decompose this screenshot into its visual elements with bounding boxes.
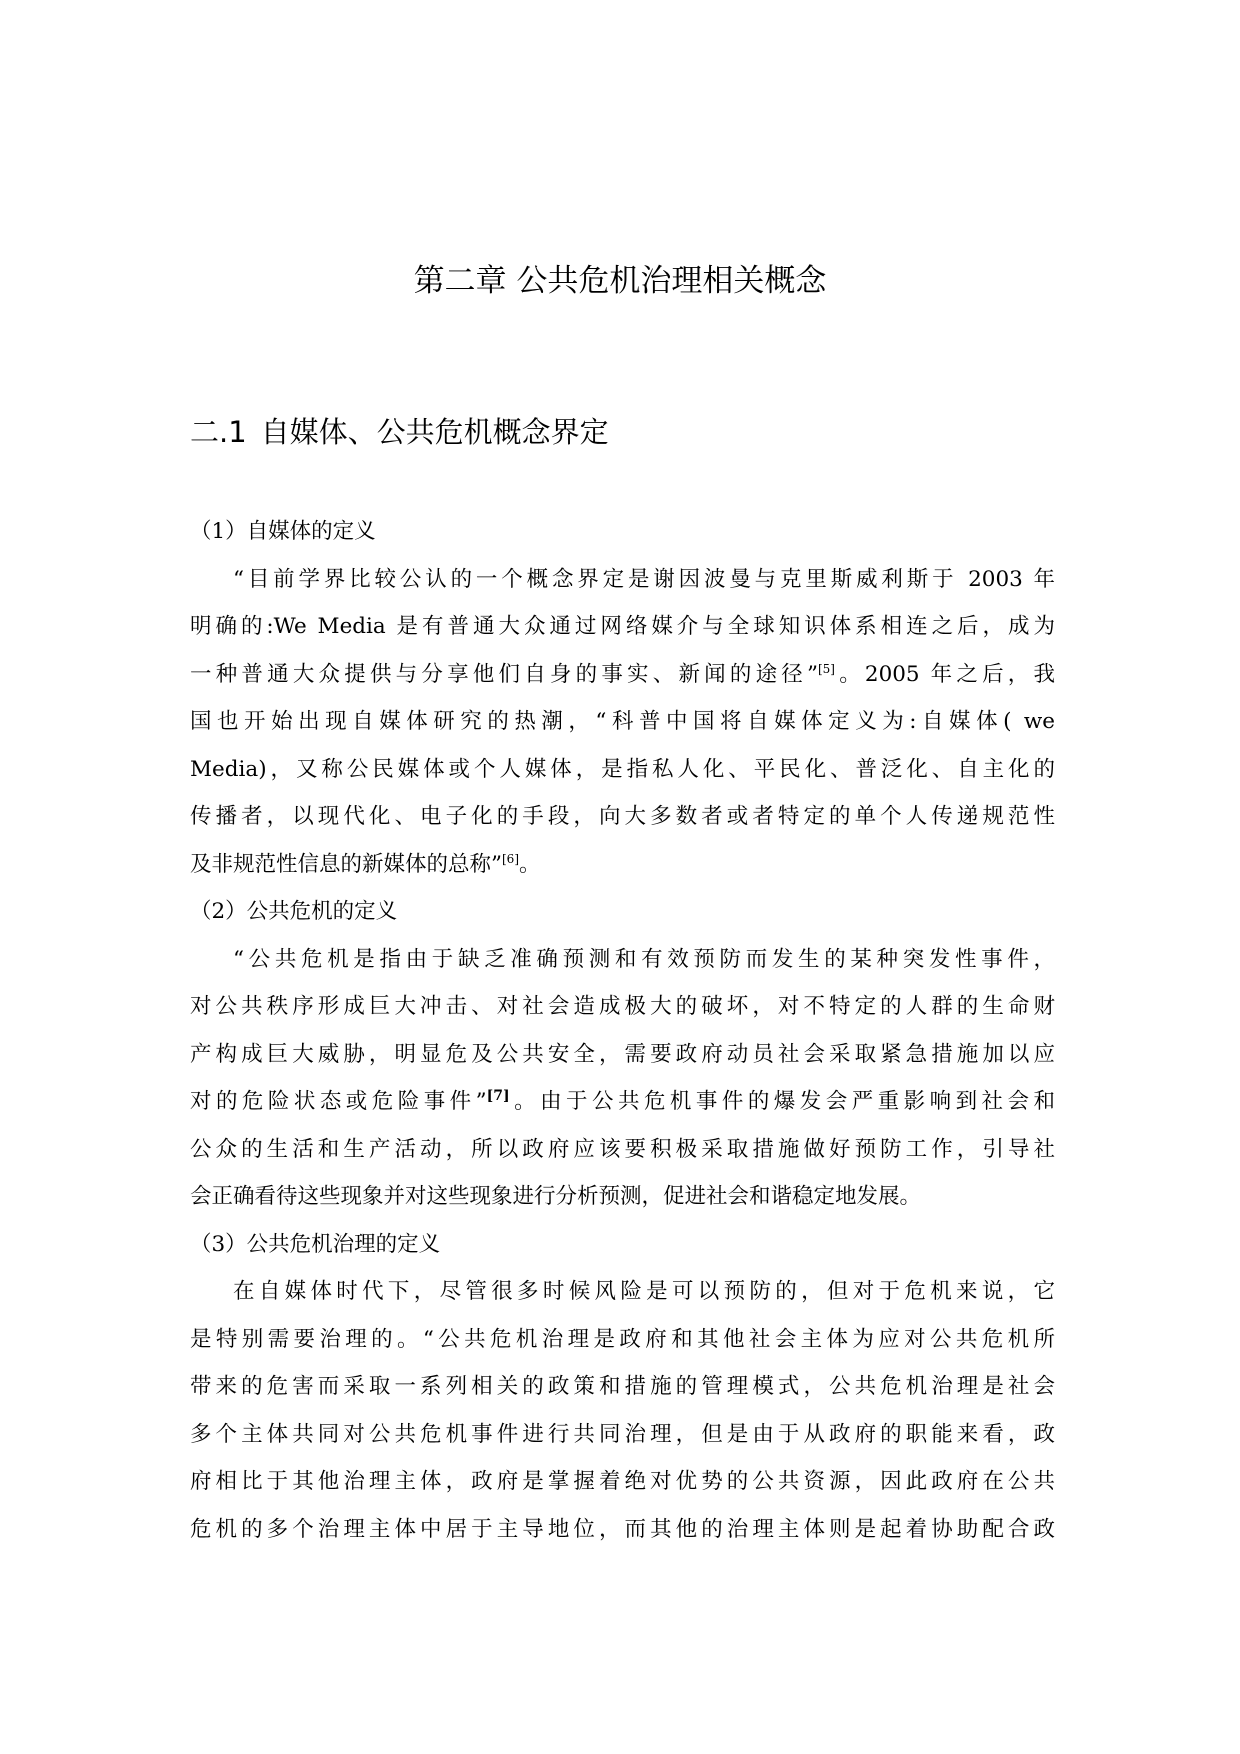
paragraph-we-media-definition bbox=[190, 556, 1055, 889]
citation[interactable]: [7] bbox=[486, 1088, 510, 1104]
subsection-heading: （2）公共危机的定义 bbox=[190, 899, 398, 924]
section-number: 二.1 bbox=[190, 415, 247, 449]
text-line: 传播者，以现代化、电子化的手段，向大多数者或者特定的单个人传递规范性 bbox=[190, 804, 1055, 829]
text-line: 会正确看待这些现象并对这些现象进行分析预测，促进社会和谐稳定地发展。 bbox=[190, 1184, 922, 1209]
text-line: 带来的危害而采取一系列相关的政策和措施的管理模式，公共危机治理是社会 bbox=[190, 1374, 1055, 1399]
subsection-heading: （3）公共危机治理的定义 bbox=[190, 1231, 441, 1257]
text-line: 及非规范性信息的新媒体的总称”[6]。 bbox=[190, 851, 541, 877]
section-title bbox=[190, 410, 609, 451]
paragraph-crisis-governance-definition bbox=[190, 1268, 1055, 1553]
text-line: 一种普通大众提供与分享他们自身的事实、新闻的途径”[5]。2005 年之后，我 bbox=[190, 661, 1055, 687]
text-line: 府相比于其他治理主体，政府是掌握着绝对优势的公共资源，因此政府在公共 bbox=[190, 1469, 1055, 1494]
chapter-title: 第二章 公共危机治理相关概念 bbox=[413, 263, 827, 299]
text-line: 明确的:We Media 是有普通大众通过网络媒介与全球知识体系相连之后，成为 bbox=[190, 614, 1055, 639]
text-line: 国也开始出现自媒体研究的热潮，“科普中国将自媒体定义为:自媒体( we bbox=[190, 709, 1055, 734]
text-line: 在自媒体时代下，尽管很多时候风险是可以预防的，但对于危机来说，它 bbox=[233, 1279, 1055, 1304]
subsection-heading: （1）自媒体的定义 bbox=[190, 519, 376, 544]
paragraph-public-crisis-definition bbox=[190, 936, 1055, 1221]
text-line: 是特别需要治理的。“公共危机治理是政府和其他社会主体为应对公共危机所 bbox=[190, 1326, 1055, 1352]
text-line: 产构成巨大威胁，明显危及公共安全，需要政府动员社会采取紧急措施加以应 bbox=[190, 1041, 1055, 1067]
text-line: 公众的生活和生产活动，所以政府应该要积极采取措施做好预防工作，引导社 bbox=[190, 1136, 1055, 1162]
text-line: 多个主体共同对公共危机事件进行共同治理，但是由于从政府的职能来看，政 bbox=[190, 1421, 1055, 1447]
citation[interactable]: [6] bbox=[502, 851, 519, 866]
text-line: 对公共秩序形成巨大冲击、对社会造成极大的破坏，对不特定的人群的生命财 bbox=[190, 994, 1055, 1019]
text-line: “公共危机是指由于缺乏准确预测和有效预防而发生的某种突发性事件， bbox=[233, 946, 1055, 972]
section-heading-text: 自媒体、公共危机概念界定 bbox=[260, 415, 609, 449]
citation[interactable]: [5] bbox=[817, 661, 835, 676]
text-line: Media)，又称公民媒体或个人媒体，是指私人化、平民化、普泛化、自主化的 bbox=[190, 756, 1055, 782]
text-line: “目前学界比较公认的一个概念界定是谢因波曼与克里斯威利斯于 2003 年 bbox=[233, 566, 1055, 592]
text-line: 对的危险状态或危险事件”[7]。由于公共危机事件的爆发会严重影响到社会和 bbox=[190, 1088, 1055, 1114]
document-body bbox=[190, 508, 1055, 1553]
text-line: 危机的多个治理主体中居于主导地位，而其他的治理主体则是起着协助配合政 bbox=[190, 1516, 1055, 1542]
